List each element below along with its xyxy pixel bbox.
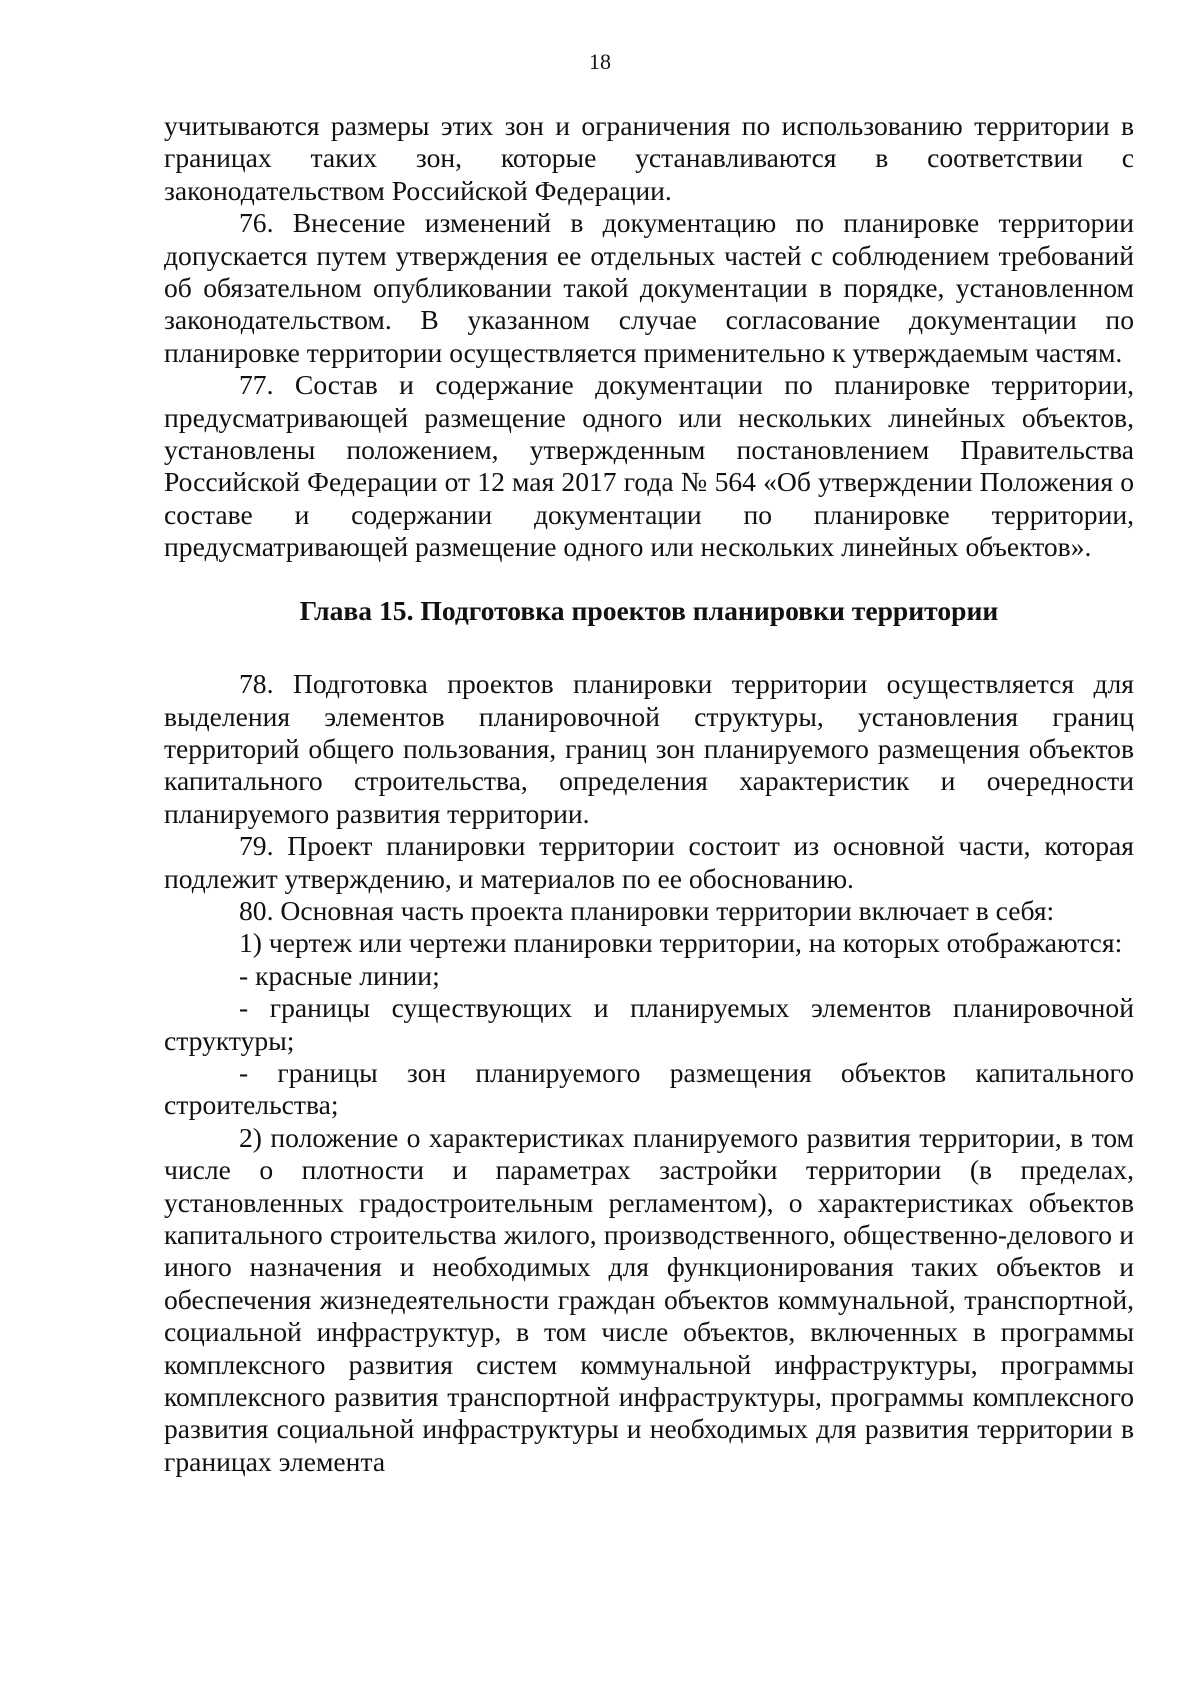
- document-body: [164, 110, 1134, 1478]
- sub-item-zone-boundaries: - границы зон планируемого размещения объектов капитального строительства;: [164, 1056, 1134, 1121]
- paragraph-80: 80. Основная часть проекта планировки территории включает в себя:: [239, 894, 1055, 926]
- paragraph-79: 79. Проект планировки территории состоит из основной части, которая подлежит утверждению, и материалов по ее обоснованию.: [164, 830, 1134, 894]
- page-number: 18: [589, 49, 611, 74]
- list-item-1: 1) чертеж или чертежи планировки территории, на которых отображаются:: [239, 927, 1123, 959]
- paragraph-77: 77. Состав и содержание документации по планировке территории, предусматривающей размещение одного или нескольких линейных объектов, установлены положением, утвержденным постановлением Правительства Российской Федерации от 12 мая 2017 года № 564 «Об утверждении Положения о составе и содержании документации по планировке территории, предусматривающей размещение одного или нескольких линейных объектов».: [164, 369, 1134, 563]
- paragraph-78: 78. Подготовка проектов планировки территории осуществляется для выделения элементов планировочной структуры, установления границ территорий общего пользования, границ зон планируемого размещения объектов капитального строительства, определения характеристик и очередности планируемого развития территории.: [164, 668, 1134, 829]
- paragraph-76: 76. Внесение изменений в документацию по планировке территории допускается путем утверждения ее отдельных частей с соблюдением требований об обязательном опубликовании такой документации в порядке, установленном законодательством. В указанном случае согласование документации по планировке территории осуществляется применительно к утверждаемым частям.: [164, 207, 1134, 368]
- heading-spacer: [164, 627, 1134, 668]
- sub-item-red-lines: - красные линии;: [239, 959, 440, 991]
- sub-item-structure-boundaries: - границы существующих и планируемых элементов планировочной структуры;: [164, 992, 1134, 1056]
- list-item-2: 2) положение о характеристиках планируемого развития территории, в том числе о плотности и параметрах застройки территории (в пределах, установленных градостроительным регламентом), о характеристиках объектов капитального строительства жилого, производственного, общественно-делового и иного назначения и необходимых для функционирования таких объектов и обеспечения жизнедеятельности граждан объектов коммунальной, транспортной, социальной инфраструктур, в том числе объектов, включенных в программы комплексного развития систем коммунальной инфраструктуры, программы комплексного развития транспортной инфраструктуры, программы комплексного развития социальной инфраструктуры и необходимых для развития территории в границах элемента: [164, 1121, 1134, 1477]
- chapter-heading: Глава 15. Подготовка проектов планировки территории: [299, 594, 999, 626]
- paragraph-continuation: учитываются размеры этих зон и ограничения по использованию территории в границах таких зон, которые устанавливаются в соответствии с законодательством Российской Федерации.: [164, 110, 1134, 206]
